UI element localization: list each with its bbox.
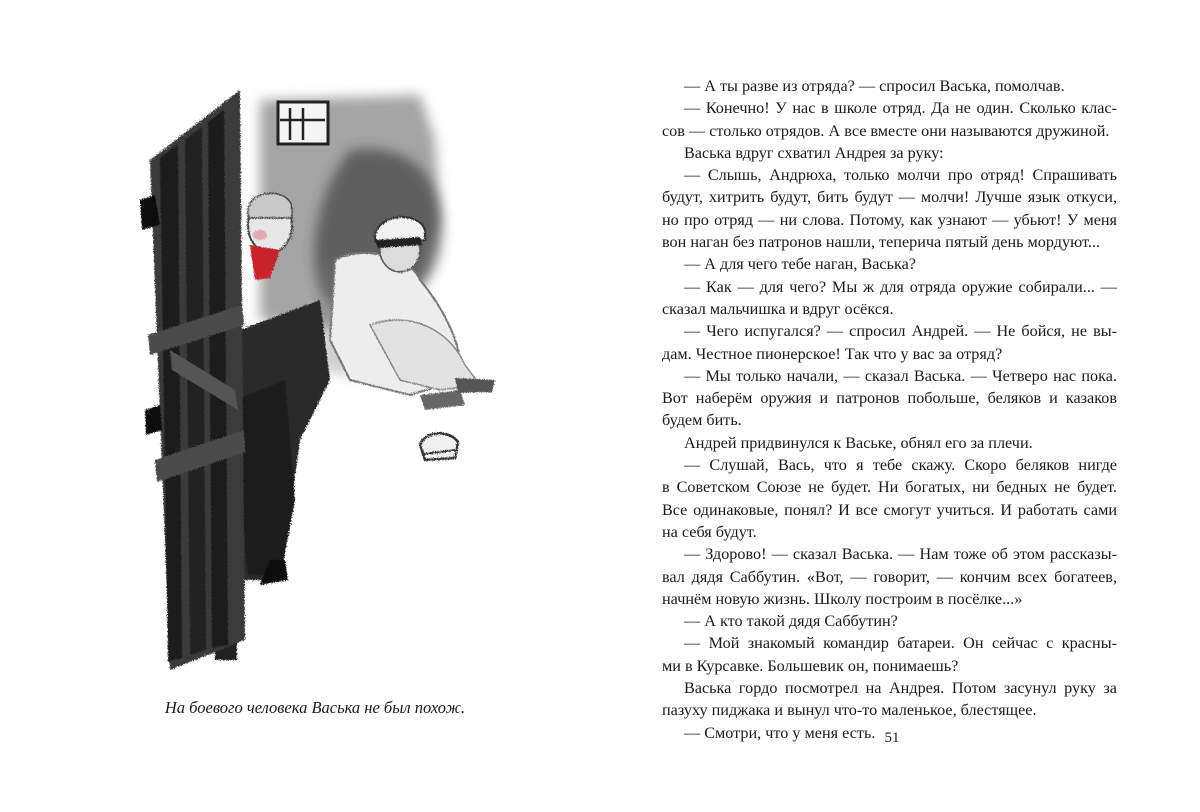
text-line: ми в Курсавке. Большевик он, понимаешь? [662,656,959,675]
text-line: — Здорово! — сказал Васька. — Нам тоже об этом рассказы- [684,545,1117,564]
text-line: сов — столько отрядов. А все вместе они называются дружиной. [662,121,1110,140]
text-line: Вот наберём оружия и патронов побольше, беляков и казаков [662,389,1117,408]
text-line: — Мы только начали, — сказал Васька. — Четверо нас пока. [684,366,1117,385]
text-line: будем бить. [662,411,742,430]
window [278,102,328,144]
text-line: пазуху пиджака и вынул что-то маленькое, блестящее. [662,701,1037,720]
cap-on-floor [420,433,458,460]
text-line: но про отряд — ни слова. Потому, как узнают — убьют! У меня [662,210,1117,229]
text-line: дам. Честное пионерское! Так что у вас за отряд? [662,344,1003,363]
text-line: в Советском Союзе не будет. Ни богатых, ни бедных не будет. [662,478,1117,497]
page-number: 51 [884,730,900,746]
wooden-door [140,90,245,670]
text-line: — Слышь, Андрюха, только молчи про отряд! Спрашивать [684,166,1117,185]
text-line: вал дядя Саббутин. «Вот, — говорит, — кончим всех богатеев, [662,567,1117,586]
text-line: сказал мальчишка и вдруг осёкся. [662,299,894,318]
text-line: — А для чего тебе наган, Васька? [684,255,916,274]
body-text [662,75,1117,744]
text-line: Васька вдруг схватил Андрея за руку: [684,143,944,162]
text-line: — Слушай, Вась, что я тебе скажу. Скоро беляков нигде [684,456,1117,475]
text-line: — А кто такой дядя Саббутин? [684,612,898,631]
text-line: — Смотри, что у меня есть. [684,723,876,742]
text-line: вон наган без патронов нашли, теперича пятый день мордуют... [662,233,1100,252]
illustration [120,80,520,670]
text-line: на себя будут. [662,522,757,541]
text-line: — Чего испугался? — спросил Андрей. — Не бойся, не вы- [684,322,1117,341]
text-line: будут, хитрить будут, бить будут — молчи! Лучше язык откуси, [662,188,1117,207]
text-line: — А ты разве из отряда? — спросил Васька, помолчав. [684,77,1065,95]
text-line: — Как — для чего? Мы ж для отряда оружие собирали... — [684,277,1117,296]
text-line: начнём новую жизнь. Школу построим в посёлке...» [662,589,1023,608]
text-line: Васька гордо посмотрел на Андрея. Потом засунул руку за [684,679,1117,698]
text-line: — Конечно! У нас в школе отряд. Да не один. Сколько клас- [684,99,1117,118]
text-line: Андрей придвинулся к Ваське, обнял его за плечи. [684,433,1033,452]
illustration-caption: На боевого человека Васька не был похож. [164,698,466,717]
text-line: — Мой знакомый командир батареи. Он сейчас с красны- [684,634,1117,653]
text-line: Все одинаковые, понял? И все смогут учиться. И работать сами [662,500,1117,519]
